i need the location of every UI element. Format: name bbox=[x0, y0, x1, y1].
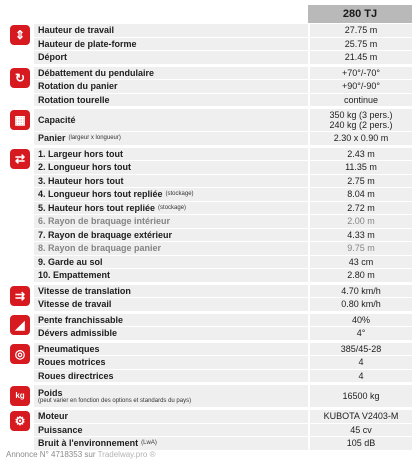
spec-label bbox=[34, 285, 308, 298]
spec-label bbox=[34, 356, 308, 369]
spec-value: 4 bbox=[308, 356, 412, 369]
spec-value: 16500 kg bbox=[308, 385, 412, 407]
spec-label-text: Puissance bbox=[38, 424, 83, 435]
spec-row bbox=[34, 38, 412, 51]
spec-label-text: 5. Hauteur hors tout repliée bbox=[38, 202, 156, 213]
spec-row bbox=[34, 327, 412, 340]
spec-label-text: Capacité bbox=[38, 115, 76, 125]
spec-label bbox=[34, 343, 308, 356]
spec-value: 4 bbox=[308, 370, 412, 383]
spec-value: 9.75 m bbox=[308, 242, 412, 255]
spec-label bbox=[34, 161, 308, 174]
speed-icon: ⇉ bbox=[10, 286, 30, 306]
spec-value-line: 350 kg (3 pers.) bbox=[329, 110, 393, 120]
spec-label-text: Panier bbox=[38, 133, 66, 144]
spec-value: 4.70 km/h bbox=[308, 285, 412, 298]
spec-row bbox=[34, 161, 412, 174]
spec-value: 2.43 m bbox=[308, 148, 412, 161]
spec-value: 45 cv bbox=[308, 424, 412, 437]
spec-row bbox=[34, 80, 412, 93]
spec-group bbox=[6, 410, 412, 451]
spec-row bbox=[34, 132, 412, 145]
spec-group bbox=[6, 285, 412, 312]
spec-label-text: Vitesse de translation bbox=[38, 285, 131, 296]
spec-label bbox=[34, 269, 308, 282]
spec-value: 21.45 m bbox=[308, 51, 412, 64]
spec-group bbox=[6, 385, 412, 408]
spec-label bbox=[34, 229, 308, 242]
spec-row bbox=[34, 24, 412, 37]
spec-label bbox=[34, 370, 308, 383]
spec-row bbox=[34, 67, 412, 80]
spec-label-text: 3. Hauteur hors tout bbox=[38, 175, 124, 186]
spec-label-text: 7. Rayon de braquage extérieur bbox=[38, 229, 173, 240]
spec-value: 8.04 m bbox=[308, 188, 412, 201]
spec-row bbox=[34, 256, 412, 269]
spec-value: 40% bbox=[308, 314, 412, 327]
spec-row bbox=[34, 229, 412, 242]
dimensions-icon: ⇄ bbox=[10, 149, 30, 169]
spec-value: +70°/-70° bbox=[308, 67, 412, 80]
spec-label bbox=[34, 314, 308, 327]
spec-label bbox=[34, 424, 308, 437]
spec-value: 0.80 km/h bbox=[308, 298, 412, 311]
spec-label bbox=[34, 80, 308, 93]
spec-label-note: (largeur x longueur) bbox=[68, 135, 121, 142]
spec-label bbox=[34, 437, 308, 450]
spec-label-text: Rotation du panier bbox=[38, 81, 118, 92]
weight-icon: kg bbox=[10, 386, 30, 406]
spec-label-text: 9. Garde au sol bbox=[38, 256, 103, 267]
spec-label-text: 2. Longueur hors tout bbox=[38, 162, 131, 173]
spec-value: 4.33 m bbox=[308, 229, 412, 242]
footer-text: Annonce N° 4718353 sur bbox=[6, 450, 98, 459]
spec-row bbox=[34, 285, 412, 298]
spec-row bbox=[34, 202, 412, 215]
spec-value: 2.75 m bbox=[308, 175, 412, 188]
spec-label bbox=[34, 298, 308, 311]
spec-label-note: (stockage) bbox=[165, 191, 194, 198]
spec-row bbox=[34, 51, 412, 64]
spec-value-line: 240 kg (2 pers.) bbox=[329, 120, 393, 130]
spec-row bbox=[34, 314, 412, 327]
spec-label bbox=[34, 242, 308, 255]
spec-label-text: 6. Rayon de braquage intérieur bbox=[38, 216, 171, 227]
spec-value: 27.75 m bbox=[308, 24, 412, 37]
spec-label-text: Roues motrices bbox=[38, 357, 106, 368]
model-name: 280 TJ bbox=[308, 5, 412, 23]
spec-label bbox=[34, 327, 308, 340]
spec-label-text: 10. Empattement bbox=[38, 270, 111, 281]
working-height-icon: ⇕ bbox=[10, 25, 30, 45]
spec-label-text: 4. Longueur hors tout repliée bbox=[38, 189, 163, 200]
spec-value: 11.35 m bbox=[308, 161, 412, 174]
spec-label bbox=[34, 202, 308, 215]
spec-label-text: Moteur bbox=[38, 411, 68, 422]
spec-value: 2.00 m bbox=[308, 215, 412, 228]
spec-row bbox=[34, 410, 412, 423]
spec-row bbox=[34, 356, 412, 369]
spec-label bbox=[34, 175, 308, 188]
spec-label-subnote: (peut varier en fonction des options et standards du pays) bbox=[38, 398, 192, 404]
spec-label-text: Déport bbox=[38, 52, 67, 63]
spec-row bbox=[34, 370, 412, 383]
spec-row bbox=[34, 385, 412, 407]
spec-row bbox=[34, 424, 412, 437]
spec-group bbox=[6, 67, 412, 108]
basket-icon: ▦ bbox=[10, 110, 30, 130]
spec-label-note: (LwA) bbox=[141, 440, 157, 447]
table-header bbox=[6, 5, 412, 23]
spec-label-text: Pente franchissable bbox=[38, 314, 124, 325]
spec-value bbox=[308, 109, 412, 131]
spec-label-text: Rotation tourelle bbox=[38, 94, 110, 105]
spec-row bbox=[34, 148, 412, 161]
spec-groups bbox=[6, 24, 412, 451]
spec-label-text: Hauteur de travail bbox=[38, 25, 115, 36]
spec-label-text: Bruit à l'environnement bbox=[38, 438, 139, 449]
rotation-icon: ↻ bbox=[10, 68, 30, 88]
spec-label bbox=[34, 256, 308, 269]
spec-label-text: 8. Rayon de braquage panier bbox=[38, 243, 162, 254]
spec-row bbox=[34, 437, 412, 450]
spec-label bbox=[34, 94, 308, 107]
spec-group bbox=[6, 109, 412, 146]
spec-value: 2.80 m bbox=[308, 269, 412, 282]
spec-label bbox=[34, 188, 308, 201]
spec-row bbox=[34, 242, 412, 255]
spec-row bbox=[34, 175, 412, 188]
spec-label bbox=[34, 67, 308, 80]
spec-value: 2.30 x 0.90 m bbox=[308, 132, 412, 145]
spec-label-text: Vitesse de travail bbox=[38, 299, 112, 310]
spec-row bbox=[34, 215, 412, 228]
spec-row bbox=[34, 298, 412, 311]
spec-value: 25.75 m bbox=[308, 38, 412, 51]
spec-label-note: (stockage) bbox=[158, 204, 187, 211]
spec-label bbox=[34, 38, 308, 51]
spec-sheet bbox=[6, 5, 412, 453]
slope-icon: ◢ bbox=[10, 315, 30, 335]
spec-row bbox=[34, 269, 412, 282]
spec-value: 2.72 m bbox=[308, 202, 412, 215]
spec-label bbox=[34, 132, 308, 145]
spec-value: 105 dB bbox=[308, 437, 412, 450]
spec-group bbox=[6, 343, 412, 384]
spec-label-text: Poids bbox=[38, 388, 63, 398]
spec-label bbox=[34, 148, 308, 161]
spec-label bbox=[34, 385, 308, 407]
spec-label bbox=[34, 109, 308, 131]
spec-label-text: 1. Largeur hors tout bbox=[38, 148, 124, 159]
spec-value: 385/45-28 bbox=[308, 343, 412, 356]
spec-value: 43 cm bbox=[308, 256, 412, 269]
spec-group bbox=[6, 148, 412, 283]
spec-label bbox=[34, 51, 308, 64]
spec-label bbox=[34, 410, 308, 423]
spec-label-text: Pneumatiques bbox=[38, 343, 100, 354]
listing-footer bbox=[6, 450, 155, 459]
spec-row bbox=[34, 109, 412, 131]
spec-row bbox=[34, 343, 412, 356]
spec-group bbox=[6, 24, 412, 65]
spec-label-text: Hauteur de plate-forme bbox=[38, 38, 137, 49]
footer-brand: Tradelway.pro ® bbox=[97, 450, 156, 459]
spec-row bbox=[34, 188, 412, 201]
spec-row bbox=[34, 94, 412, 107]
spec-label bbox=[34, 24, 308, 37]
spec-label-text: Dévers admissible bbox=[38, 328, 118, 339]
tyre-icon: ◎ bbox=[10, 344, 30, 364]
spec-group bbox=[6, 314, 412, 341]
spec-value: 4° bbox=[308, 327, 412, 340]
spec-value: continue bbox=[308, 94, 412, 107]
spec-label-text: Roues directrices bbox=[38, 370, 114, 381]
spec-label bbox=[34, 215, 308, 228]
spec-value: +90°/-90° bbox=[308, 80, 412, 93]
spec-value: KUBOTA V2403-M bbox=[308, 410, 412, 423]
spec-label-text: Débattement du pendulaire bbox=[38, 67, 155, 78]
engine-icon: ⚙ bbox=[10, 411, 30, 431]
